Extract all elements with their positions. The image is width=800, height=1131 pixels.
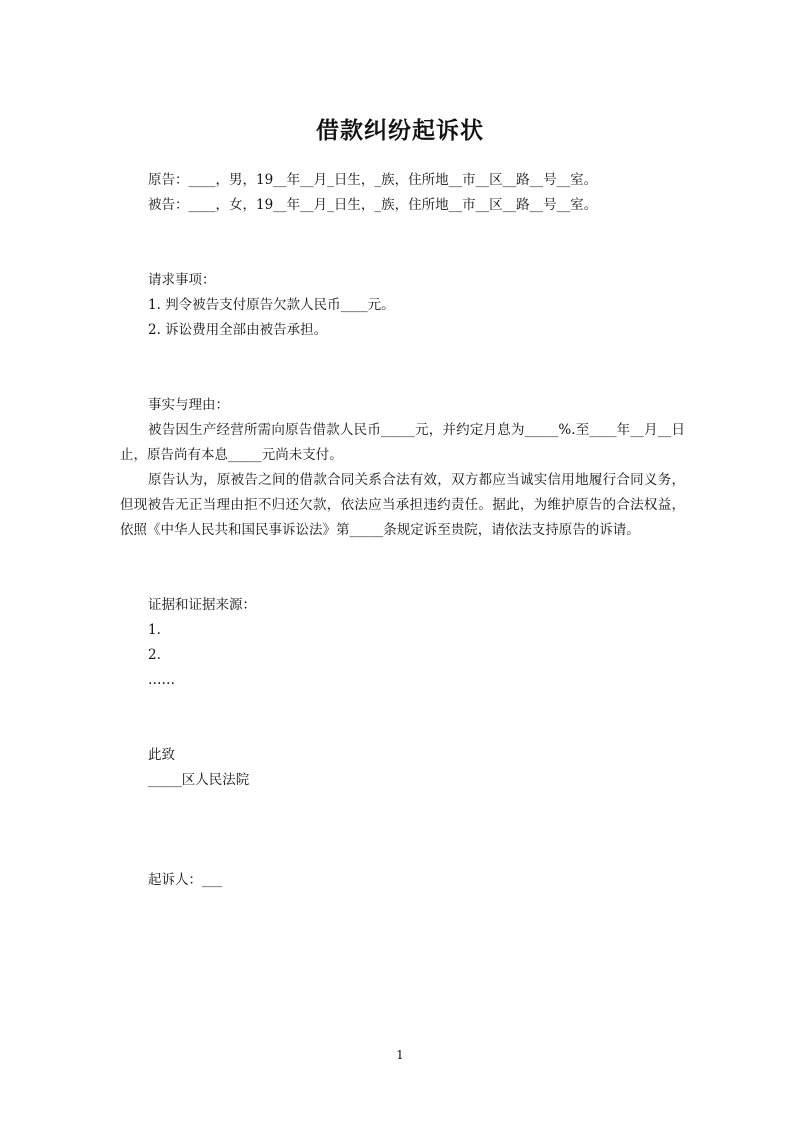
evidence-item-2: 2.: [148, 647, 161, 663]
page-number: 1: [396, 1048, 404, 1062]
defendant-line: 被告：____，女，19__年__月_日生，_族，住所地__市__区__路__号__室。: [148, 197, 598, 213]
evidence-item-1: 1.: [148, 622, 161, 638]
closing-salutation: 此致: [148, 747, 175, 763]
plaintiff-signature: 起诉人：___: [148, 872, 223, 888]
evidence-ellipsis: ……: [148, 672, 175, 688]
document-body: [120, 168, 685, 893]
claim-item-1: 1. 判令被告支付原告欠款人民币____元。: [148, 297, 395, 313]
document-title: 借款纠纷起诉状: [316, 118, 484, 144]
closing-court: _____区人民法院: [148, 772, 250, 788]
facts-paragraph-1: 被告因生产经营所需向原告借款人民币_____元，并约定月息为_____%.至____年__月__日止，原告尚有本息_____元尚未支付。: [120, 422, 685, 463]
claims-heading: 请求事项：: [148, 272, 216, 288]
facts-heading: 事实与理由：: [148, 397, 229, 413]
plaintiff-line: 原告：____，男，19__年__月_日生，_族，住所地__市__区__路__号__室。: [148, 172, 598, 188]
evidence-heading: 证据和证据来源：: [148, 597, 256, 613]
claim-item-2: 2. 诉讼费用全部由被告承担。: [148, 322, 328, 338]
facts-paragraph-2: 原告认为，原被告之间的借款合同关系合法有效，双方都应当诚实信用地履行合同义务，但现被告无正当理由拒不归还欠款，依法应当承担违约责任。据此，为维护原告的合法权益，依照《中华人民共和国民事诉讼法》第_____条规定诉至贵院，请依法支持原告的诉请。: [120, 472, 685, 538]
